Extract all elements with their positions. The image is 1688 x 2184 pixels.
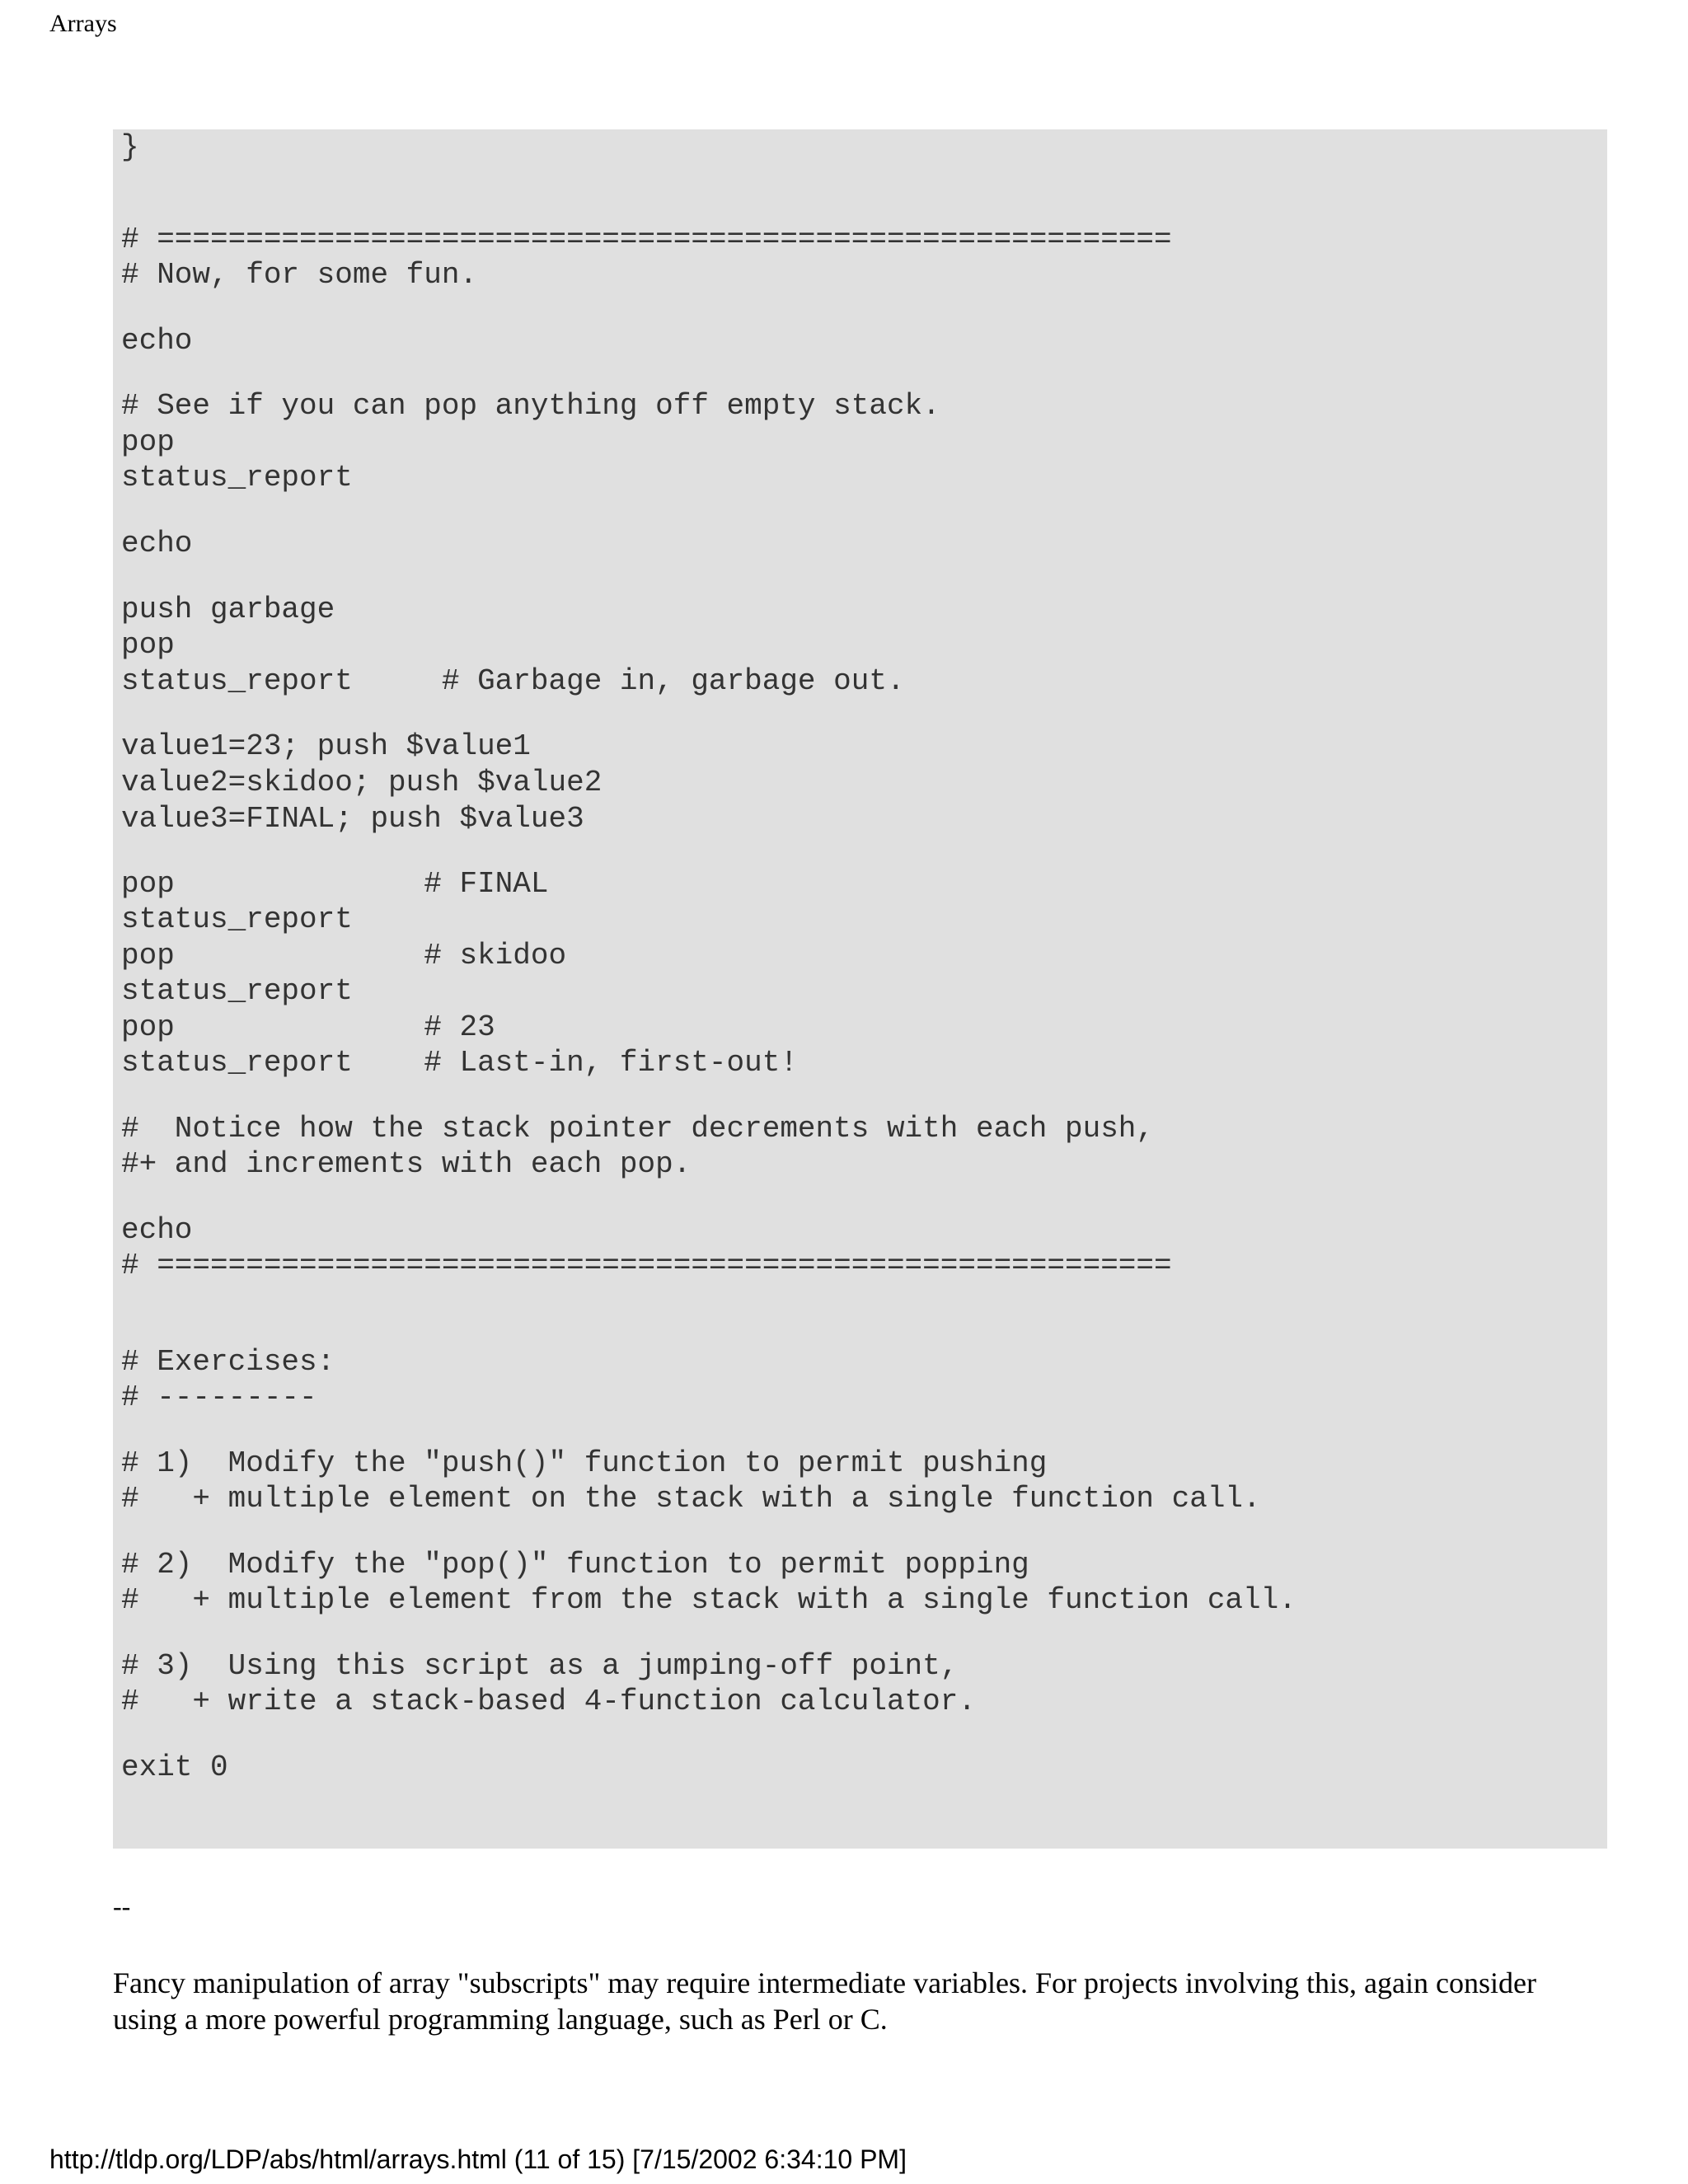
code-line: # 1) Modify the "push()" function to permit pushing xyxy=(121,1446,1048,1480)
code-line: # 2) Modify the "pop()" function to permit popping xyxy=(121,1548,1029,1582)
code-line: status_report # Last-in, first-out! xyxy=(121,1046,798,1080)
code-line: pop # FINAL xyxy=(121,867,549,901)
code-line: # + write a stack-based 4-function calculator. xyxy=(121,1685,976,1718)
code-line: status_report xyxy=(121,461,353,494)
code-line: # 3) Using this script as a jumping-off point, xyxy=(121,1649,959,1683)
code-line: echo xyxy=(121,1213,193,1247)
code-line: value2=skidoo; push $value2 xyxy=(121,766,603,799)
code-line: exit 0 xyxy=(121,1750,228,1784)
code-line: status_report # Garbage in, garbage out. xyxy=(121,664,905,698)
code-line: } xyxy=(121,130,139,164)
code-line: pop # 23 xyxy=(121,1010,495,1044)
code-line: # + multiple element on the stack with a single function call. xyxy=(121,1482,1261,1516)
code-line: value1=23; push $value1 xyxy=(121,729,531,763)
code-line: value3=FINAL; push $value3 xyxy=(121,802,584,836)
code-line: pop xyxy=(121,425,175,459)
code-line: push garbage xyxy=(121,593,335,626)
code-line: # Now, for some fun. xyxy=(121,258,478,292)
section-separator: -- xyxy=(113,1891,131,1921)
code-line: status_report xyxy=(121,902,353,936)
body-paragraph: Fancy manipulation of array "subscripts" may require intermediate variables. For projects involving this, again consider using a more powerful programming language, such as Perl or C. xyxy=(113,1966,1536,2036)
code-line: # --------- xyxy=(121,1380,317,1414)
code-line: # ========================================================= xyxy=(121,1249,1172,1282)
code-line: pop # skidoo xyxy=(121,939,567,972)
code-block xyxy=(113,129,1607,1849)
code-line: echo xyxy=(121,324,193,358)
code-line: # See if you can pop anything off empty stack. xyxy=(121,389,940,423)
code-line: # + multiple element from the stack with a single function call. xyxy=(121,1583,1296,1617)
code-line: status_report xyxy=(121,974,353,1008)
page-footer-url: http://tldp.org/LDP/abs/html/arrays.html (11 of 15) [7/15/2002 6:34:10 PM] xyxy=(49,2144,907,2174)
page-header-title: Arrays xyxy=(49,10,117,37)
code-line: # Notice how the stack pointer decrements with each push, xyxy=(121,1112,1155,1146)
code-line: # Exercises: xyxy=(121,1345,335,1379)
code-line: echo xyxy=(121,527,193,560)
code-line: #+ and increments with each pop. xyxy=(121,1147,692,1181)
code-line: # ========================================================= xyxy=(121,223,1172,256)
code-line: pop xyxy=(121,628,175,662)
